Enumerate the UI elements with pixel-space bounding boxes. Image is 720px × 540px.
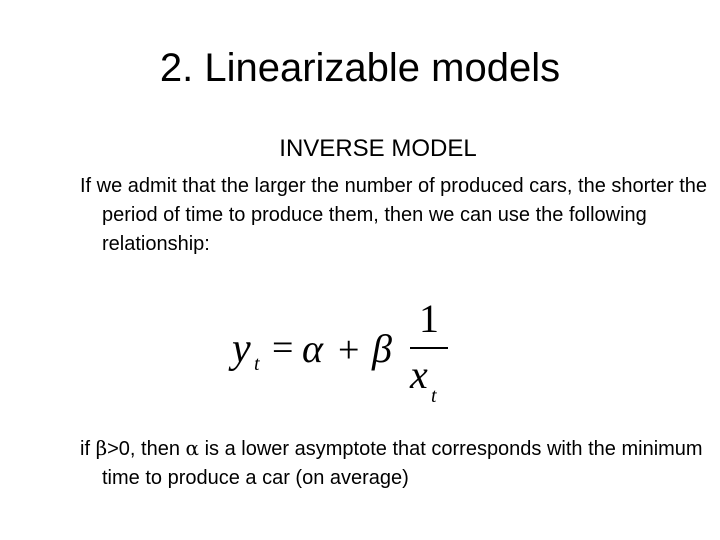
formula-x: x [410,352,428,397]
formula-x-subscript: t [431,385,437,407]
paragraph-intro: If we admit that the larger the number of produced cars, the shorter the period of time to produce them, then we can use the following relationship: [80,175,708,255]
conclusion-rest: is a lower asymptote that corresponds with the minimum time to produce a car (on average) [102,438,703,489]
slide-subtitle: INVERSE MODEL [279,135,477,162]
formula-plus: + [338,329,360,371]
formula-alpha: α [302,326,323,371]
paragraph-conclusion [80,434,720,493]
formula-equals: = [272,327,294,369]
formula-beta: β [372,326,392,371]
inverse-model-formula [220,296,480,416]
formula-numerator: 1 [419,296,439,341]
formula-y-subscript: t [254,353,260,375]
conclusion-if: if [80,438,96,460]
slide-title: 2. Linearizable models [159,46,561,90]
conclusion-beta: β [95,436,108,460]
formula-y: y [232,326,251,372]
conclusion-condition: >0, then [107,438,186,460]
conclusion-alpha: α [185,436,200,460]
